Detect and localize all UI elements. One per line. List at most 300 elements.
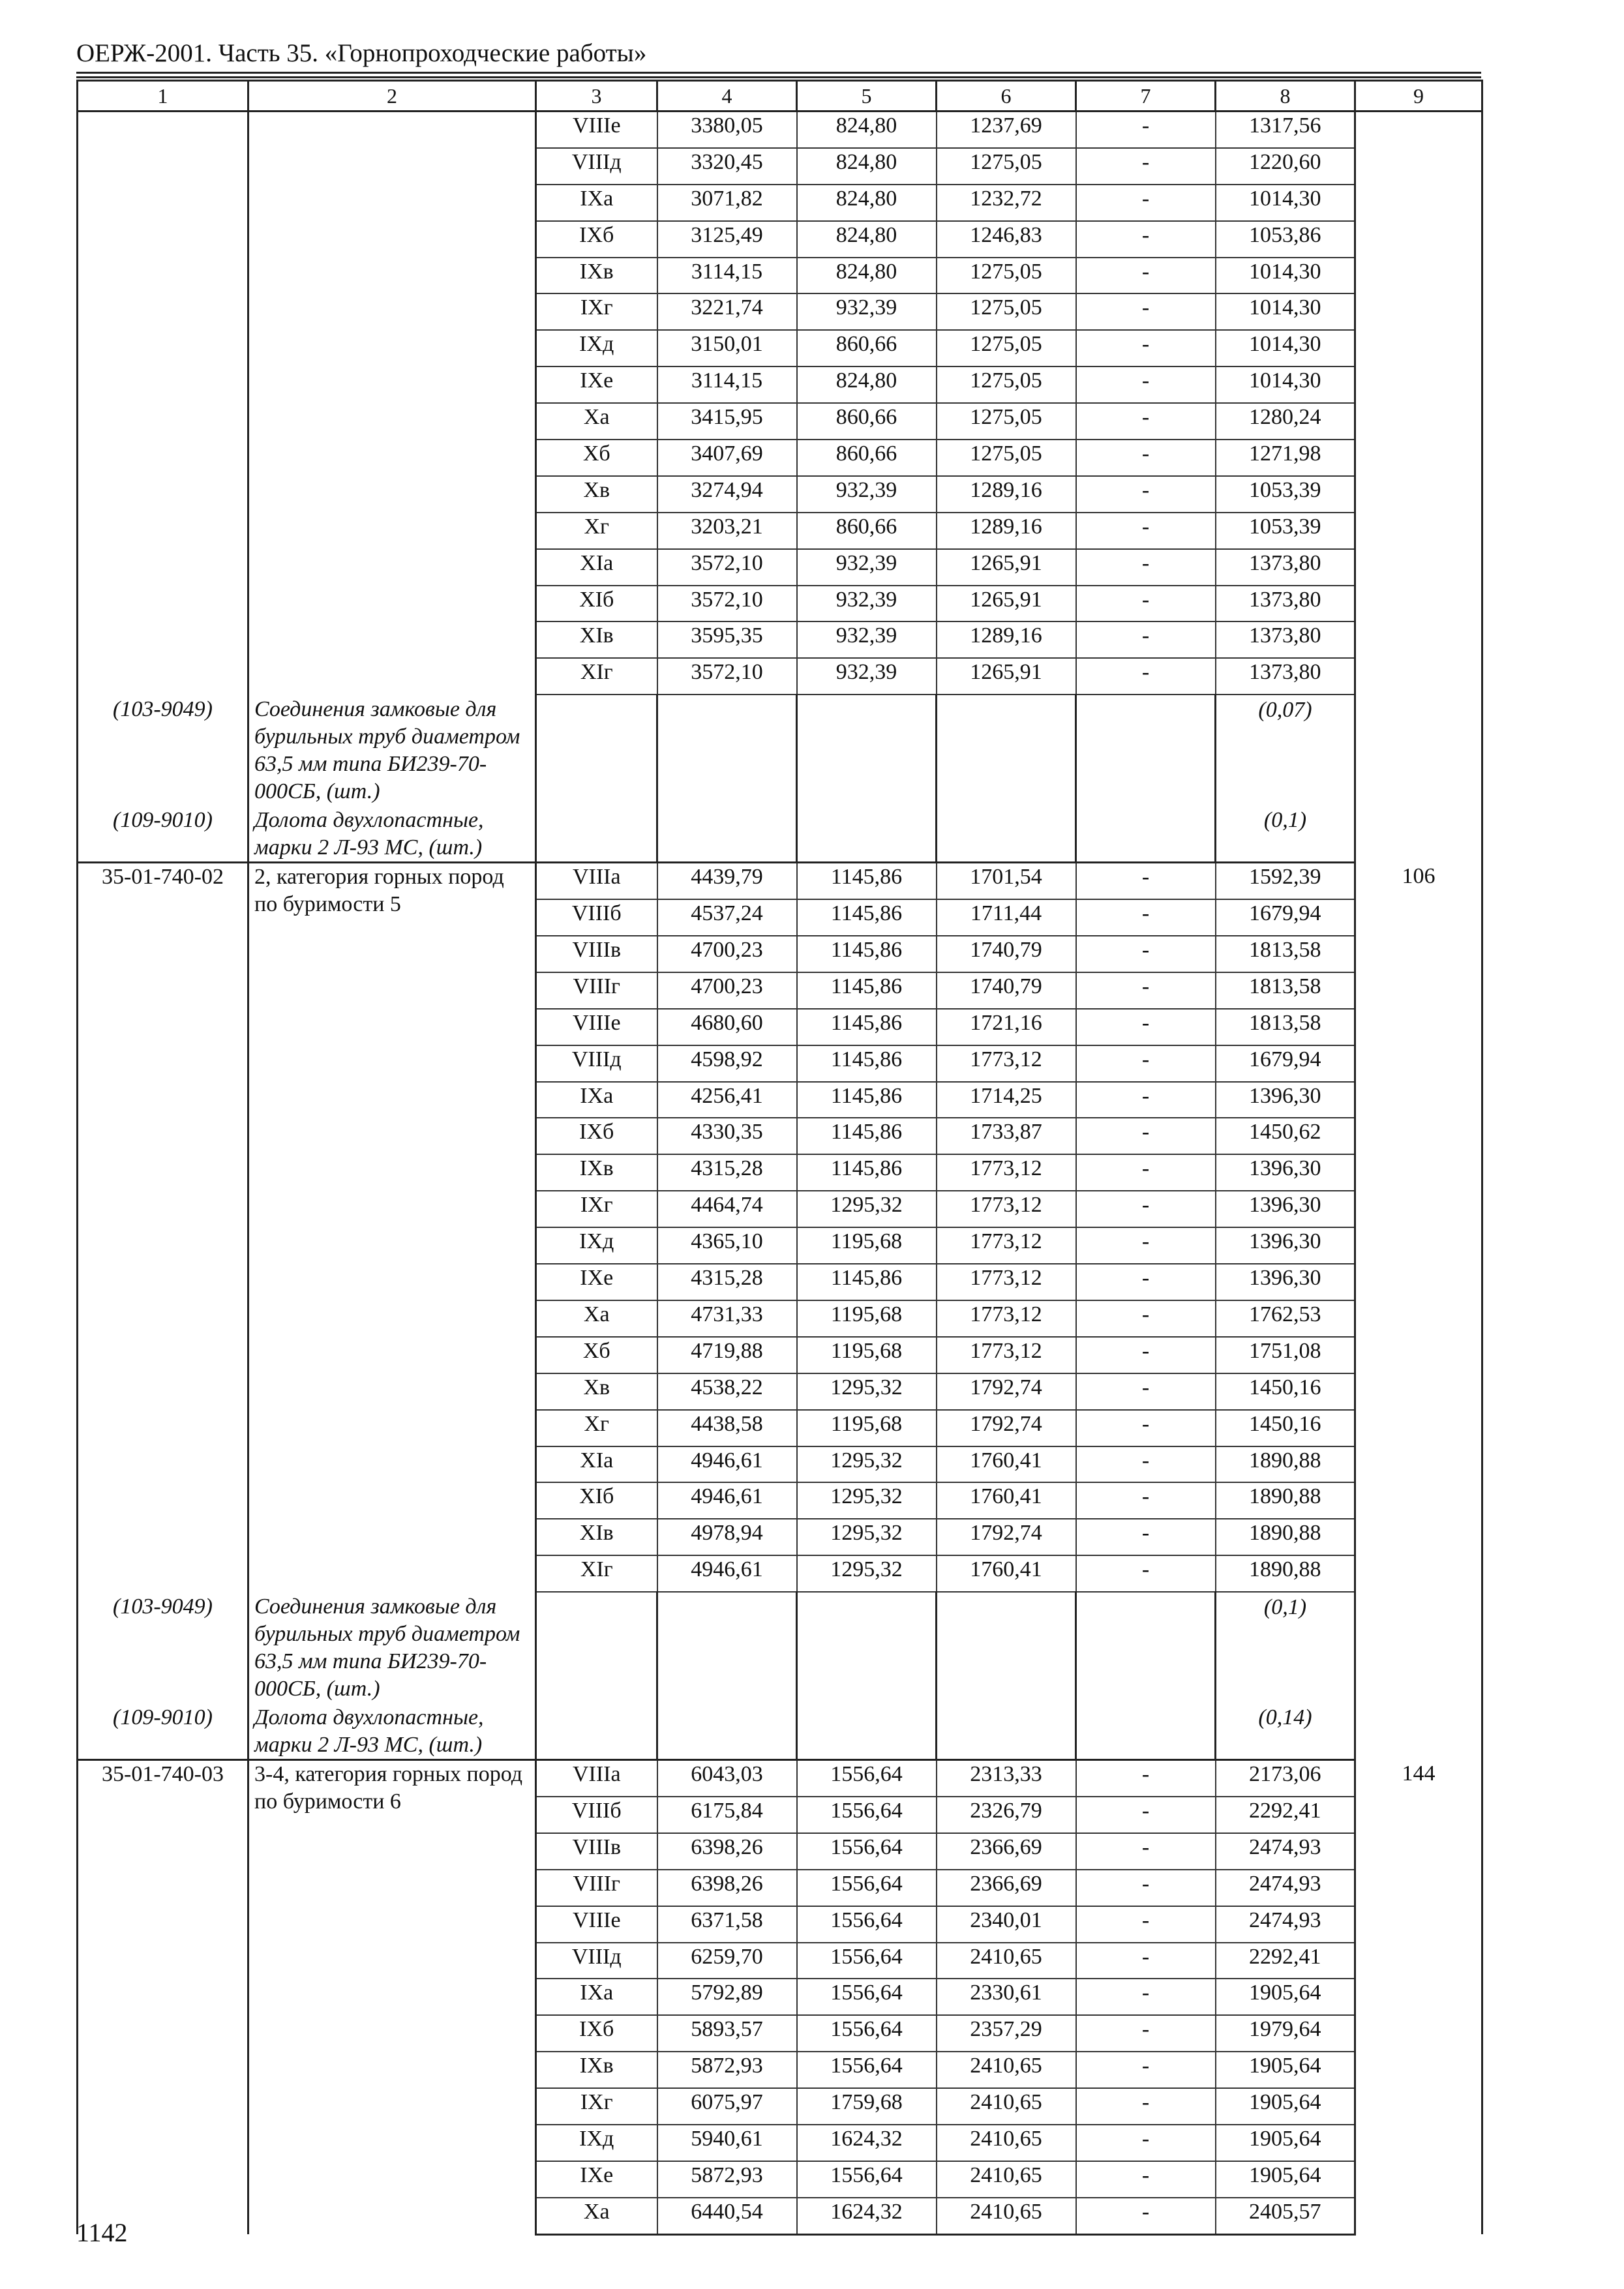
table-cell: -	[1076, 1300, 1216, 1337]
table-cell: 1289,16	[937, 513, 1076, 549]
table-cell: -	[1076, 403, 1216, 440]
table-cell: 1905,64	[1216, 2052, 1355, 2088]
table-cell: IXг	[536, 2088, 657, 2125]
table-cell: 860,66	[797, 440, 937, 476]
table-cell: 1679,94	[1216, 1045, 1355, 1082]
table-cell: -	[1076, 1045, 1216, 1082]
table-cell: 1275,05	[937, 330, 1076, 367]
table-cell: -	[1076, 1264, 1216, 1300]
table-cell: 932,39	[797, 549, 937, 586]
empty-cell	[797, 805, 937, 863]
table-cell: VIIIв	[536, 936, 657, 972]
labor-cost-cell	[1355, 112, 1482, 863]
empty-cell	[657, 695, 797, 805]
table-cell: 1280,24	[1216, 403, 1355, 440]
table-cell: IXа	[536, 1082, 657, 1118]
table-cell: 4537,24	[657, 899, 797, 936]
table-cell: IXв	[536, 2052, 657, 2088]
table-cell: 2366,69	[937, 1833, 1076, 1870]
table-cell: 4439,79	[657, 863, 797, 899]
table-cell: Xа	[536, 1300, 657, 1337]
table-cell: 1265,91	[937, 586, 1076, 622]
table-cell: 2410,65	[937, 2088, 1076, 2125]
table-cell: 1396,30	[1216, 1191, 1355, 1227]
table-cell: 1275,05	[937, 293, 1076, 330]
table-cell: IXб	[536, 1118, 657, 1154]
table-cell: 1773,12	[937, 1300, 1076, 1337]
material-quantity: (0,1)	[1216, 805, 1355, 863]
table-cell: 1773,12	[937, 1191, 1076, 1227]
table-cell: VIIIд	[536, 1045, 657, 1082]
table-cell: -	[1076, 1906, 1216, 1943]
table-cell: 1295,32	[797, 1191, 937, 1227]
table-cell: XIа	[536, 549, 657, 586]
table-cell: -	[1076, 1227, 1216, 1264]
rates-table	[76, 80, 1483, 2236]
material-quantity: (0,07)	[1216, 695, 1355, 805]
table-cell: -	[1076, 1482, 1216, 1519]
table-cell: -	[1076, 1373, 1216, 1410]
table-cell: 1733,87	[937, 1118, 1076, 1154]
table-cell: 1450,16	[1216, 1373, 1355, 1410]
table-cell: 2405,57	[1216, 2198, 1355, 2234]
table-cell: 4464,74	[657, 1191, 797, 1227]
table-cell: -	[1076, 972, 1216, 1009]
empty-cell	[536, 1592, 657, 1703]
table-cell: IXд	[536, 1227, 657, 1264]
table-cell: 1145,86	[797, 1009, 937, 1045]
empty-cell	[536, 805, 657, 863]
table-cell: 932,39	[797, 621, 937, 658]
table-cell: 4946,61	[657, 1555, 797, 1592]
table-cell: Xа	[536, 2198, 657, 2234]
table-cell: -	[1076, 586, 1216, 622]
material-quantity: (0,14)	[1216, 1703, 1355, 1760]
table-cell: 4365,10	[657, 1227, 797, 1264]
table-cell: 932,39	[797, 586, 937, 622]
table-cell: 2292,41	[1216, 1943, 1355, 1979]
table-cell: -	[1076, 1519, 1216, 1555]
table-cell: -	[1076, 185, 1216, 221]
table-cell: 3407,69	[657, 440, 797, 476]
table-cell: 1905,64	[1216, 2088, 1355, 2125]
table-cell: -	[1076, 293, 1216, 330]
column-number: 6	[937, 81, 1076, 112]
table-cell: 1760,41	[937, 1555, 1076, 1592]
table-cell: 6440,54	[657, 2198, 797, 2234]
table-cell: 1592,39	[1216, 863, 1355, 899]
table-cell: -	[1076, 1009, 1216, 1045]
table-cell: -	[1076, 221, 1216, 258]
table-cell: -	[1076, 112, 1216, 148]
table-cell: -	[1076, 549, 1216, 586]
table-cell: 1014,30	[1216, 367, 1355, 403]
table-cell: 3572,10	[657, 658, 797, 695]
table-cell: Xб	[536, 440, 657, 476]
material-code: (103-9049)	[78, 1592, 248, 1703]
table-cell: XIв	[536, 1519, 657, 1555]
table-cell: 1232,72	[937, 185, 1076, 221]
table-cell: 1701,54	[937, 863, 1076, 899]
empty-cell	[657, 1592, 797, 1703]
table-cell: 1145,86	[797, 1045, 937, 1082]
table-cell: 932,39	[797, 293, 937, 330]
table-cell: VIIIд	[536, 148, 657, 185]
table-cell: 1714,25	[937, 1082, 1076, 1118]
material-code: (109-9010)	[78, 1703, 248, 1760]
table-cell: 3150,01	[657, 330, 797, 367]
table-cell: 3320,45	[657, 148, 797, 185]
column-number: 4	[657, 81, 797, 112]
table-cell: -	[1076, 936, 1216, 972]
table-cell: 1890,88	[1216, 1446, 1355, 1483]
work-description: 3-4, категория горных пород по буримости 6	[248, 1760, 536, 2235]
table-cell: 6259,70	[657, 1943, 797, 1979]
empty-cell	[1076, 695, 1216, 805]
table-cell: 1295,32	[797, 1373, 937, 1410]
table-cell: 1295,32	[797, 1446, 937, 1483]
column-number: 1	[78, 81, 248, 112]
table-cell: 1556,64	[797, 1906, 937, 1943]
table-cell: 1275,05	[937, 440, 1076, 476]
table-cell: 2410,65	[937, 1943, 1076, 1979]
table-cell: -	[1076, 2088, 1216, 2125]
table-cell: -	[1076, 1446, 1216, 1483]
table-cell: 1396,30	[1216, 1264, 1355, 1300]
table-cell: 4946,61	[657, 1446, 797, 1483]
table-cell: 1751,08	[1216, 1337, 1355, 1373]
table-cell: IXе	[536, 367, 657, 403]
table-cell: 2474,93	[1216, 1906, 1355, 1943]
table-cell: 1396,30	[1216, 1082, 1355, 1118]
table-cell: IXа	[536, 185, 657, 221]
table-cell: 824,80	[797, 367, 937, 403]
table-cell: 1760,41	[937, 1482, 1076, 1519]
table-cell: 1396,30	[1216, 1154, 1355, 1191]
table-cell: -	[1076, 1833, 1216, 1870]
column-number: 9	[1355, 81, 1482, 112]
empty-cell	[937, 695, 1076, 805]
table-cell: 1275,05	[937, 148, 1076, 185]
table-cell: 1271,98	[1216, 440, 1355, 476]
table-cell: IXа	[536, 1979, 657, 2015]
table-cell: 3114,15	[657, 258, 797, 294]
table-cell: 1450,62	[1216, 1118, 1355, 1154]
table-cell: 4719,88	[657, 1337, 797, 1373]
table-cell: 5792,89	[657, 1979, 797, 2015]
table-cell: Xв	[536, 1373, 657, 1410]
empty-cell	[797, 1592, 937, 1703]
table-cell: 4315,28	[657, 1264, 797, 1300]
table-cell: 6175,84	[657, 1797, 797, 1833]
table-cell: 1813,58	[1216, 1009, 1355, 1045]
table-cell: 4330,35	[657, 1118, 797, 1154]
table-cell: 1624,32	[797, 2125, 937, 2161]
table-cell: 1053,86	[1216, 221, 1355, 258]
page-number: 1142	[76, 2218, 128, 2247]
column-number: 2	[248, 81, 536, 112]
material-name: Соединения замковые для бурильных труб диаметром 63,5 мм типа БИ239-70-000СБ, (шт.)	[248, 695, 536, 805]
table-cell: 1759,68	[797, 2088, 937, 2125]
header-rule	[76, 72, 1481, 74]
table-cell: XIг	[536, 658, 657, 695]
table-cell: -	[1076, 440, 1216, 476]
empty-cell	[797, 1703, 937, 1760]
table-cell: VIIIд	[536, 1943, 657, 1979]
table-cell: 1813,58	[1216, 936, 1355, 972]
table-cell: 1289,16	[937, 476, 1076, 513]
table-cell: 2366,69	[937, 1870, 1076, 1906]
table-cell: VIIIа	[536, 863, 657, 899]
table-cell: -	[1076, 1410, 1216, 1446]
table-cell: VIIIе	[536, 112, 657, 148]
table-row	[78, 1760, 1482, 1797]
table-cell: 1265,91	[937, 658, 1076, 695]
material-code: (109-9010)	[78, 805, 248, 863]
material-row	[78, 805, 1482, 863]
table-cell: 824,80	[797, 112, 937, 148]
table-cell: 860,66	[797, 330, 937, 367]
table-cell: 2410,65	[937, 2052, 1076, 2088]
table-cell: -	[1076, 2052, 1216, 2088]
table-cell: 1890,88	[1216, 1482, 1355, 1519]
table-cell: 5893,57	[657, 2015, 797, 2052]
table-cell: 6398,26	[657, 1833, 797, 1870]
empty-cell	[1076, 805, 1216, 863]
empty-cell	[657, 1703, 797, 1760]
table-cell: 4700,23	[657, 972, 797, 1009]
table-cell: -	[1076, 1555, 1216, 1592]
table-cell: 4731,33	[657, 1300, 797, 1337]
table-cell: 1053,39	[1216, 513, 1355, 549]
table-cell: 2173,06	[1216, 1760, 1355, 1797]
table-cell: 1014,30	[1216, 185, 1355, 221]
table-cell: -	[1076, 1797, 1216, 1833]
table-cell: 1145,86	[797, 1082, 937, 1118]
work-description: 2, категория горных пород по буримости 5	[248, 863, 536, 1592]
work-description	[248, 112, 536, 695]
table-cell: IXд	[536, 330, 657, 367]
table-cell: 3071,82	[657, 185, 797, 221]
table-cell: 4978,94	[657, 1519, 797, 1555]
table-cell: 1905,64	[1216, 2161, 1355, 2198]
table-cell: 1295,32	[797, 1482, 937, 1519]
table-cell: 1145,86	[797, 899, 937, 936]
table-cell: 824,80	[797, 258, 937, 294]
table-cell: -	[1076, 1760, 1216, 1797]
table-cell: 1145,86	[797, 863, 937, 899]
table-cell: 1556,64	[797, 2161, 937, 2198]
table-cell: 4315,28	[657, 1154, 797, 1191]
table-cell: XIб	[536, 1482, 657, 1519]
resource-code: 35-01-740-03	[78, 1760, 248, 2235]
empty-cell	[937, 1592, 1076, 1703]
table-cell: 1890,88	[1216, 1519, 1355, 1555]
table-cell: 1275,05	[937, 258, 1076, 294]
material-row	[78, 1703, 1482, 1760]
table-cell: IXб	[536, 221, 657, 258]
table-cell: 4438,58	[657, 1410, 797, 1446]
table-cell: 1556,64	[797, 1979, 937, 2015]
table-cell: -	[1076, 367, 1216, 403]
table-cell: 1396,30	[1216, 1227, 1355, 1264]
table-cell: 2410,65	[937, 2198, 1076, 2234]
table-cell: 3274,94	[657, 476, 797, 513]
table-cell: 824,80	[797, 221, 937, 258]
table-cell: -	[1076, 148, 1216, 185]
table-cell: 1237,69	[937, 112, 1076, 148]
resource-code	[78, 112, 248, 695]
table-cell: 5872,93	[657, 2161, 797, 2198]
table-cell: -	[1076, 330, 1216, 367]
table-cell: 1556,64	[797, 1797, 937, 1833]
table-cell: 2313,33	[937, 1760, 1076, 1797]
table-cell: -	[1076, 1191, 1216, 1227]
table-cell: 4700,23	[657, 936, 797, 972]
table-cell: 2410,65	[937, 2125, 1076, 2161]
table-row	[78, 863, 1482, 899]
table-cell: 1556,64	[797, 1833, 937, 1870]
table-cell: 1014,30	[1216, 293, 1355, 330]
table-cell: VIIIа	[536, 1760, 657, 1797]
table-cell: 1979,64	[1216, 2015, 1355, 2052]
table-cell: 4538,22	[657, 1373, 797, 1410]
table-cell: 860,66	[797, 403, 937, 440]
table-cell: -	[1076, 2161, 1216, 2198]
table-cell: 1145,86	[797, 1118, 937, 1154]
table-cell: 1792,74	[937, 1519, 1076, 1555]
rates-table-body	[78, 81, 1482, 2235]
empty-cell	[657, 805, 797, 863]
table-cell: 1813,58	[1216, 972, 1355, 1009]
table-cell: 4256,41	[657, 1082, 797, 1118]
table-cell: IXв	[536, 258, 657, 294]
table-cell: IXв	[536, 1154, 657, 1191]
table-cell: 1145,86	[797, 936, 937, 972]
table-cell: Xг	[536, 1410, 657, 1446]
table-cell: 2326,79	[937, 1797, 1076, 1833]
table-cell: Xв	[536, 476, 657, 513]
table-cell: 3221,74	[657, 293, 797, 330]
table-cell: 4680,60	[657, 1009, 797, 1045]
table-cell: 1740,79	[937, 936, 1076, 972]
table-cell: 1450,16	[1216, 1410, 1355, 1446]
table-cell: 1373,80	[1216, 549, 1355, 586]
table-cell: 1053,39	[1216, 476, 1355, 513]
table-cell: -	[1076, 2198, 1216, 2234]
table-cell: 1195,68	[797, 1337, 937, 1373]
table-cell: 4598,92	[657, 1045, 797, 1082]
table-cell: 1773,12	[937, 1337, 1076, 1373]
table-cell: 1556,64	[797, 2015, 937, 2052]
table-cell: 1195,68	[797, 1227, 937, 1264]
table-cell: 6075,97	[657, 2088, 797, 2125]
table-cell: 1711,44	[937, 899, 1076, 936]
table-cell: -	[1076, 513, 1216, 549]
table-cell: VIIIв	[536, 1833, 657, 1870]
table-cell: 1556,64	[797, 1760, 937, 1797]
table-cell: 1145,86	[797, 972, 937, 1009]
table-cell: 1275,05	[937, 367, 1076, 403]
table-cell: -	[1076, 1082, 1216, 1118]
table-cell: VIIIг	[536, 1870, 657, 1906]
table-cell: 1014,30	[1216, 330, 1355, 367]
table-cell: 1556,64	[797, 1943, 937, 1979]
table-cell: 1295,32	[797, 1555, 937, 1592]
table-cell: 1762,53	[1216, 1300, 1355, 1337]
table-cell: XIг	[536, 1555, 657, 1592]
table-cell: 1289,16	[937, 621, 1076, 658]
table-cell: -	[1076, 1870, 1216, 1906]
table-cell: 3415,95	[657, 403, 797, 440]
table-cell: 1773,12	[937, 1045, 1076, 1082]
material-row	[78, 1592, 1482, 1703]
table-cell: VIIIе	[536, 1906, 657, 1943]
table-cell: 3572,10	[657, 549, 797, 586]
table-cell: 5940,61	[657, 2125, 797, 2161]
table-cell: IXе	[536, 2161, 657, 2198]
table-cell: 1145,86	[797, 1264, 937, 1300]
table-cell: 1792,74	[937, 1373, 1076, 1410]
table-cell: 1679,94	[1216, 899, 1355, 936]
running-head: ОЕРЖ-2001. Часть 35. «Горнопроходческие работы»	[76, 39, 647, 67]
table-cell: -	[1076, 863, 1216, 899]
table-cell: 824,80	[797, 148, 937, 185]
table-cell: VIIIе	[536, 1009, 657, 1045]
table-cell: 3203,21	[657, 513, 797, 549]
empty-cell	[937, 1703, 1076, 1760]
table-cell: 3380,05	[657, 112, 797, 148]
table-cell: -	[1076, 1118, 1216, 1154]
table-cell: 1740,79	[937, 972, 1076, 1009]
material-name: Долота двухлопастные, марки 2 Л-93 МС, (шт.)	[248, 805, 536, 863]
table-cell: 3595,35	[657, 621, 797, 658]
table-cell: 1890,88	[1216, 1555, 1355, 1592]
material-name: Долота двухлопастные, марки 2 Л-93 МС, (шт.)	[248, 1703, 536, 1760]
table-cell: 1624,32	[797, 2198, 937, 2234]
table-cell: 6371,58	[657, 1906, 797, 1943]
empty-cell	[536, 695, 657, 805]
empty-cell	[1076, 1703, 1216, 1760]
table-cell: 2474,93	[1216, 1833, 1355, 1870]
labor-cost-cell: 106	[1355, 863, 1482, 1760]
table-cell: 824,80	[797, 185, 937, 221]
table-cell: IXб	[536, 2015, 657, 2052]
table-cell: VIIIг	[536, 972, 657, 1009]
material-name: Соединения замковые для бурильных труб диаметром 63,5 мм типа БИ239-70-000СБ, (шт.)	[248, 1592, 536, 1703]
table-cell: XIа	[536, 1446, 657, 1483]
column-number: 8	[1216, 81, 1355, 112]
table-cell: 1220,60	[1216, 148, 1355, 185]
table-cell: XIв	[536, 621, 657, 658]
table-cell: Xг	[536, 513, 657, 549]
table-row	[78, 112, 1482, 148]
table-cell: 2410,65	[937, 2161, 1076, 2198]
table-cell: 2330,61	[937, 1979, 1076, 2015]
column-number-row	[78, 81, 1482, 112]
table-cell: IXг	[536, 1191, 657, 1227]
empty-cell	[1076, 1592, 1216, 1703]
table-cell: -	[1076, 1979, 1216, 2015]
table-cell: 932,39	[797, 476, 937, 513]
table-cell: 932,39	[797, 658, 937, 695]
table-cell: 1373,80	[1216, 658, 1355, 695]
table-cell: 1014,30	[1216, 258, 1355, 294]
table-cell: 860,66	[797, 513, 937, 549]
table-cell: 6043,03	[657, 1760, 797, 1797]
table-cell: 2340,01	[937, 1906, 1076, 1943]
table-cell: -	[1076, 2015, 1216, 2052]
